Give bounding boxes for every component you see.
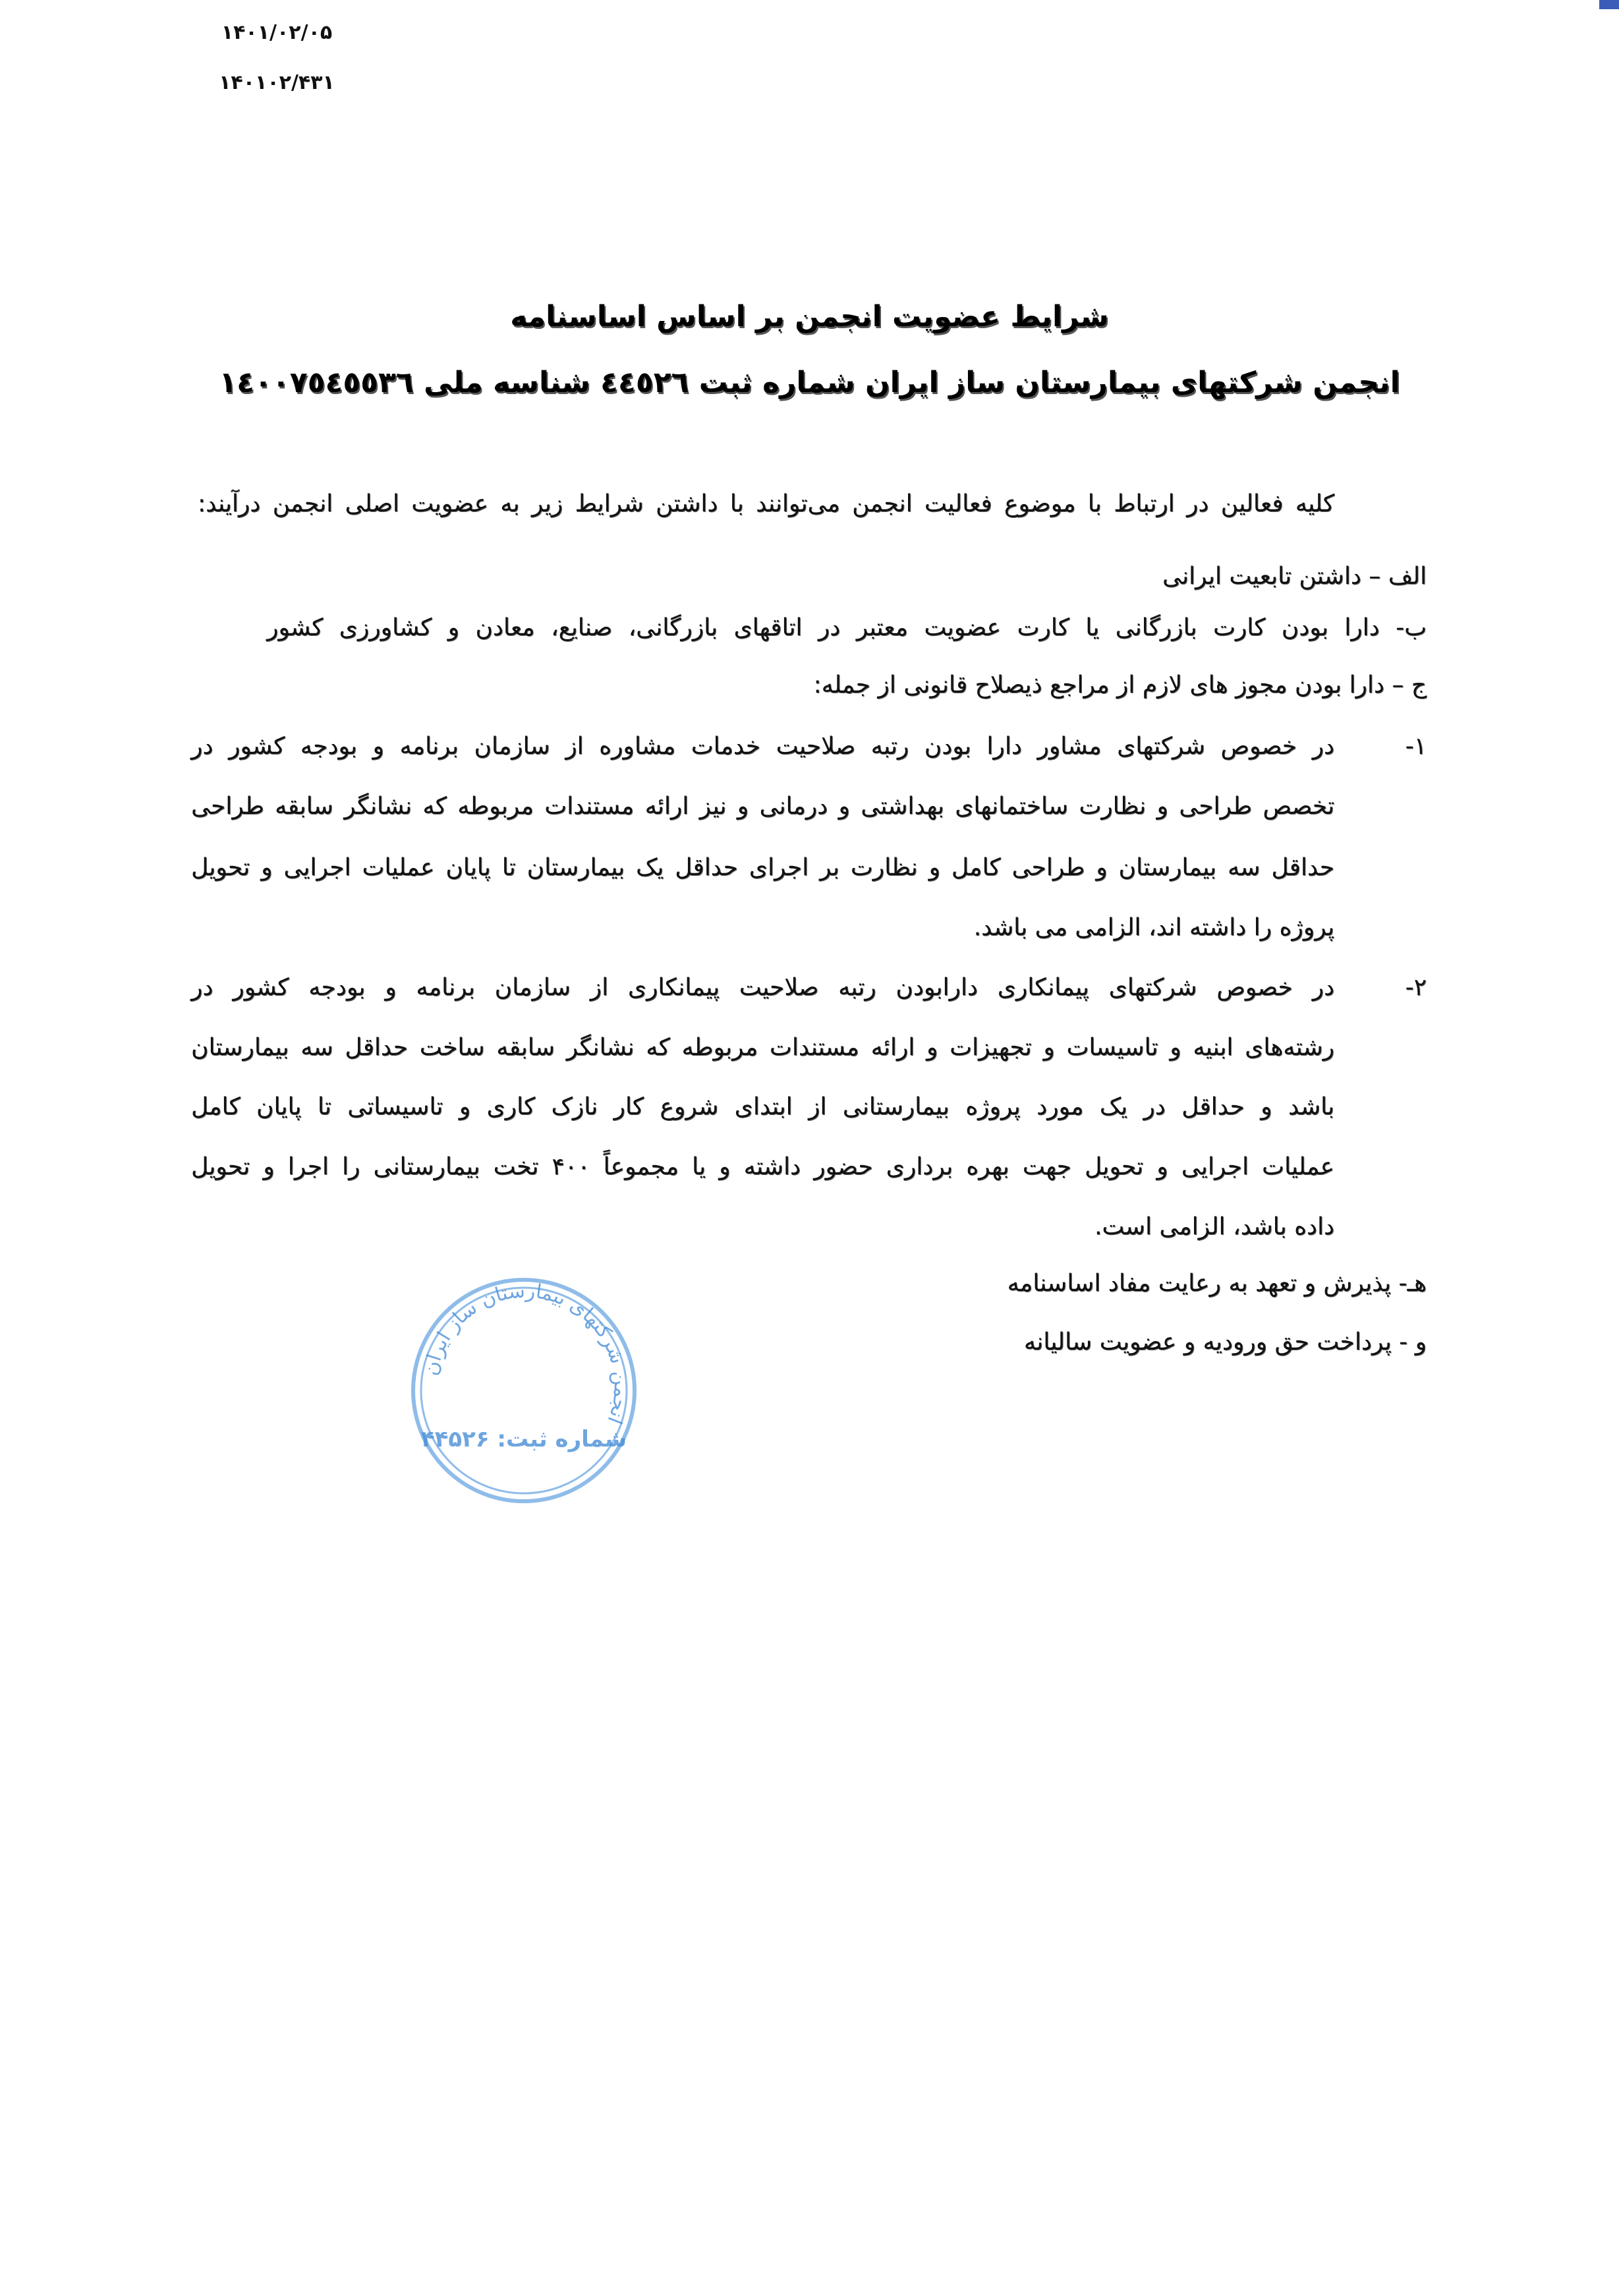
stamp-number-text: شماره ثبت: ۴۴۵۲۶	[420, 1426, 627, 1452]
letter-reference-number: ۱۴۰۱۰۲/۴۳۱	[219, 71, 335, 94]
sub-item-2-line: باشد و حداقل در یک مورد پروژه بیمارستانی از ابتدای شروع کار نازک کاری و تاسیساتی تا پایان کامل	[191, 1093, 1334, 1120]
condition-alef: الف – داشتن تابعیت ایرانی	[1162, 563, 1427, 590]
condition-jim: ج – دارا بودن مجوز های لازم از مراجع ذیصلاح قانونی از جمله:	[813, 672, 1427, 699]
document-title: شرایط عضویت انجمن بر اساس اساسنامه	[510, 300, 1109, 333]
sub-item-2-line: داده باشد، الزامی است.	[1094, 1213, 1334, 1240]
stamp-ring-text: انجمن شرکتهای بیمارستان ساز ایران	[419, 1279, 633, 1427]
document-subtitle: انجمن شرکتهای بیمارستان ساز ایران شماره ثبت ٤٤٥٢٦ شناسه ملی ١٤٠٠٧٥٤٥٥٣٦	[219, 366, 1400, 399]
sub-item-1-line: پروژه را داشته اند، الزامی می باشد.	[973, 914, 1334, 941]
association-stamp	[405, 1272, 642, 1509]
sub-item-1-line: تخصص طراحی و نظارت ساختمانهای بهداشتی و درمانی و نیز ارائه مستندات مربوطه که نشانگر سابقه طراحی	[191, 793, 1334, 820]
sub-item-1-line: حداقل سه بیمارستان و طراحی کامل و نظارت بر اجرای حداقل یک بیمارستان تا پایان عملیات اجرایی و تحویل	[191, 854, 1334, 881]
sub-item-number-1: ۱-	[1405, 733, 1427, 760]
sub-item-number-2: ۲-	[1405, 974, 1427, 1001]
condition-he: هـ- پذیرش و تعهد به رعایت مفاد اساسنامه	[1007, 1270, 1427, 1297]
letter-date: ۱۴۰۱/۰۲/۰۵	[221, 21, 333, 44]
sub-item-1-line: در خصوص شرکتهای مشاور دارا بودن رتبه صلاحیت خدمات مشاوره از سازمان برنامه و بودجه کشور در	[191, 733, 1334, 760]
condition-vav: و - پرداخت حق ورودیه و عضویت سالیانه	[1023, 1329, 1427, 1356]
sub-item-2-line: رشته‌های ابنیه و تاسیسات و تجهیزات و ارائه مستندات مربوطه که نشانگر سابقه ساخت حداقل سه بیمارستان	[191, 1034, 1334, 1061]
sub-item-2-line: عملیات اجرایی و تحویل جهت بهره برداری حضور داشته و یا مجموعاً ۴۰۰ تخت بیمارستانی را اجرا و تحویل	[191, 1153, 1334, 1180]
intro-paragraph: کلیه فعالین در ارتباط با موضوع فعالیت انجمن می‌توانند با داشتن شرایط زیر به عضویت اصلی انجمن درآیند:	[198, 490, 1334, 517]
scan-edge-mark	[1599, 0, 1619, 9]
condition-be: ب- دارا بودن کارت بازرگانی یا کارت عضویت معتبر در اتاقهای بازرگانی، صنایع، معادن و کشاورزی کشور	[267, 614, 1427, 641]
sub-item-2-line: در خصوص شرکتهای پیمانکاری دارابودن رتبه صلاحیت پیمانکاری از سازمان برنامه و بودجه کشور در	[191, 974, 1334, 1001]
